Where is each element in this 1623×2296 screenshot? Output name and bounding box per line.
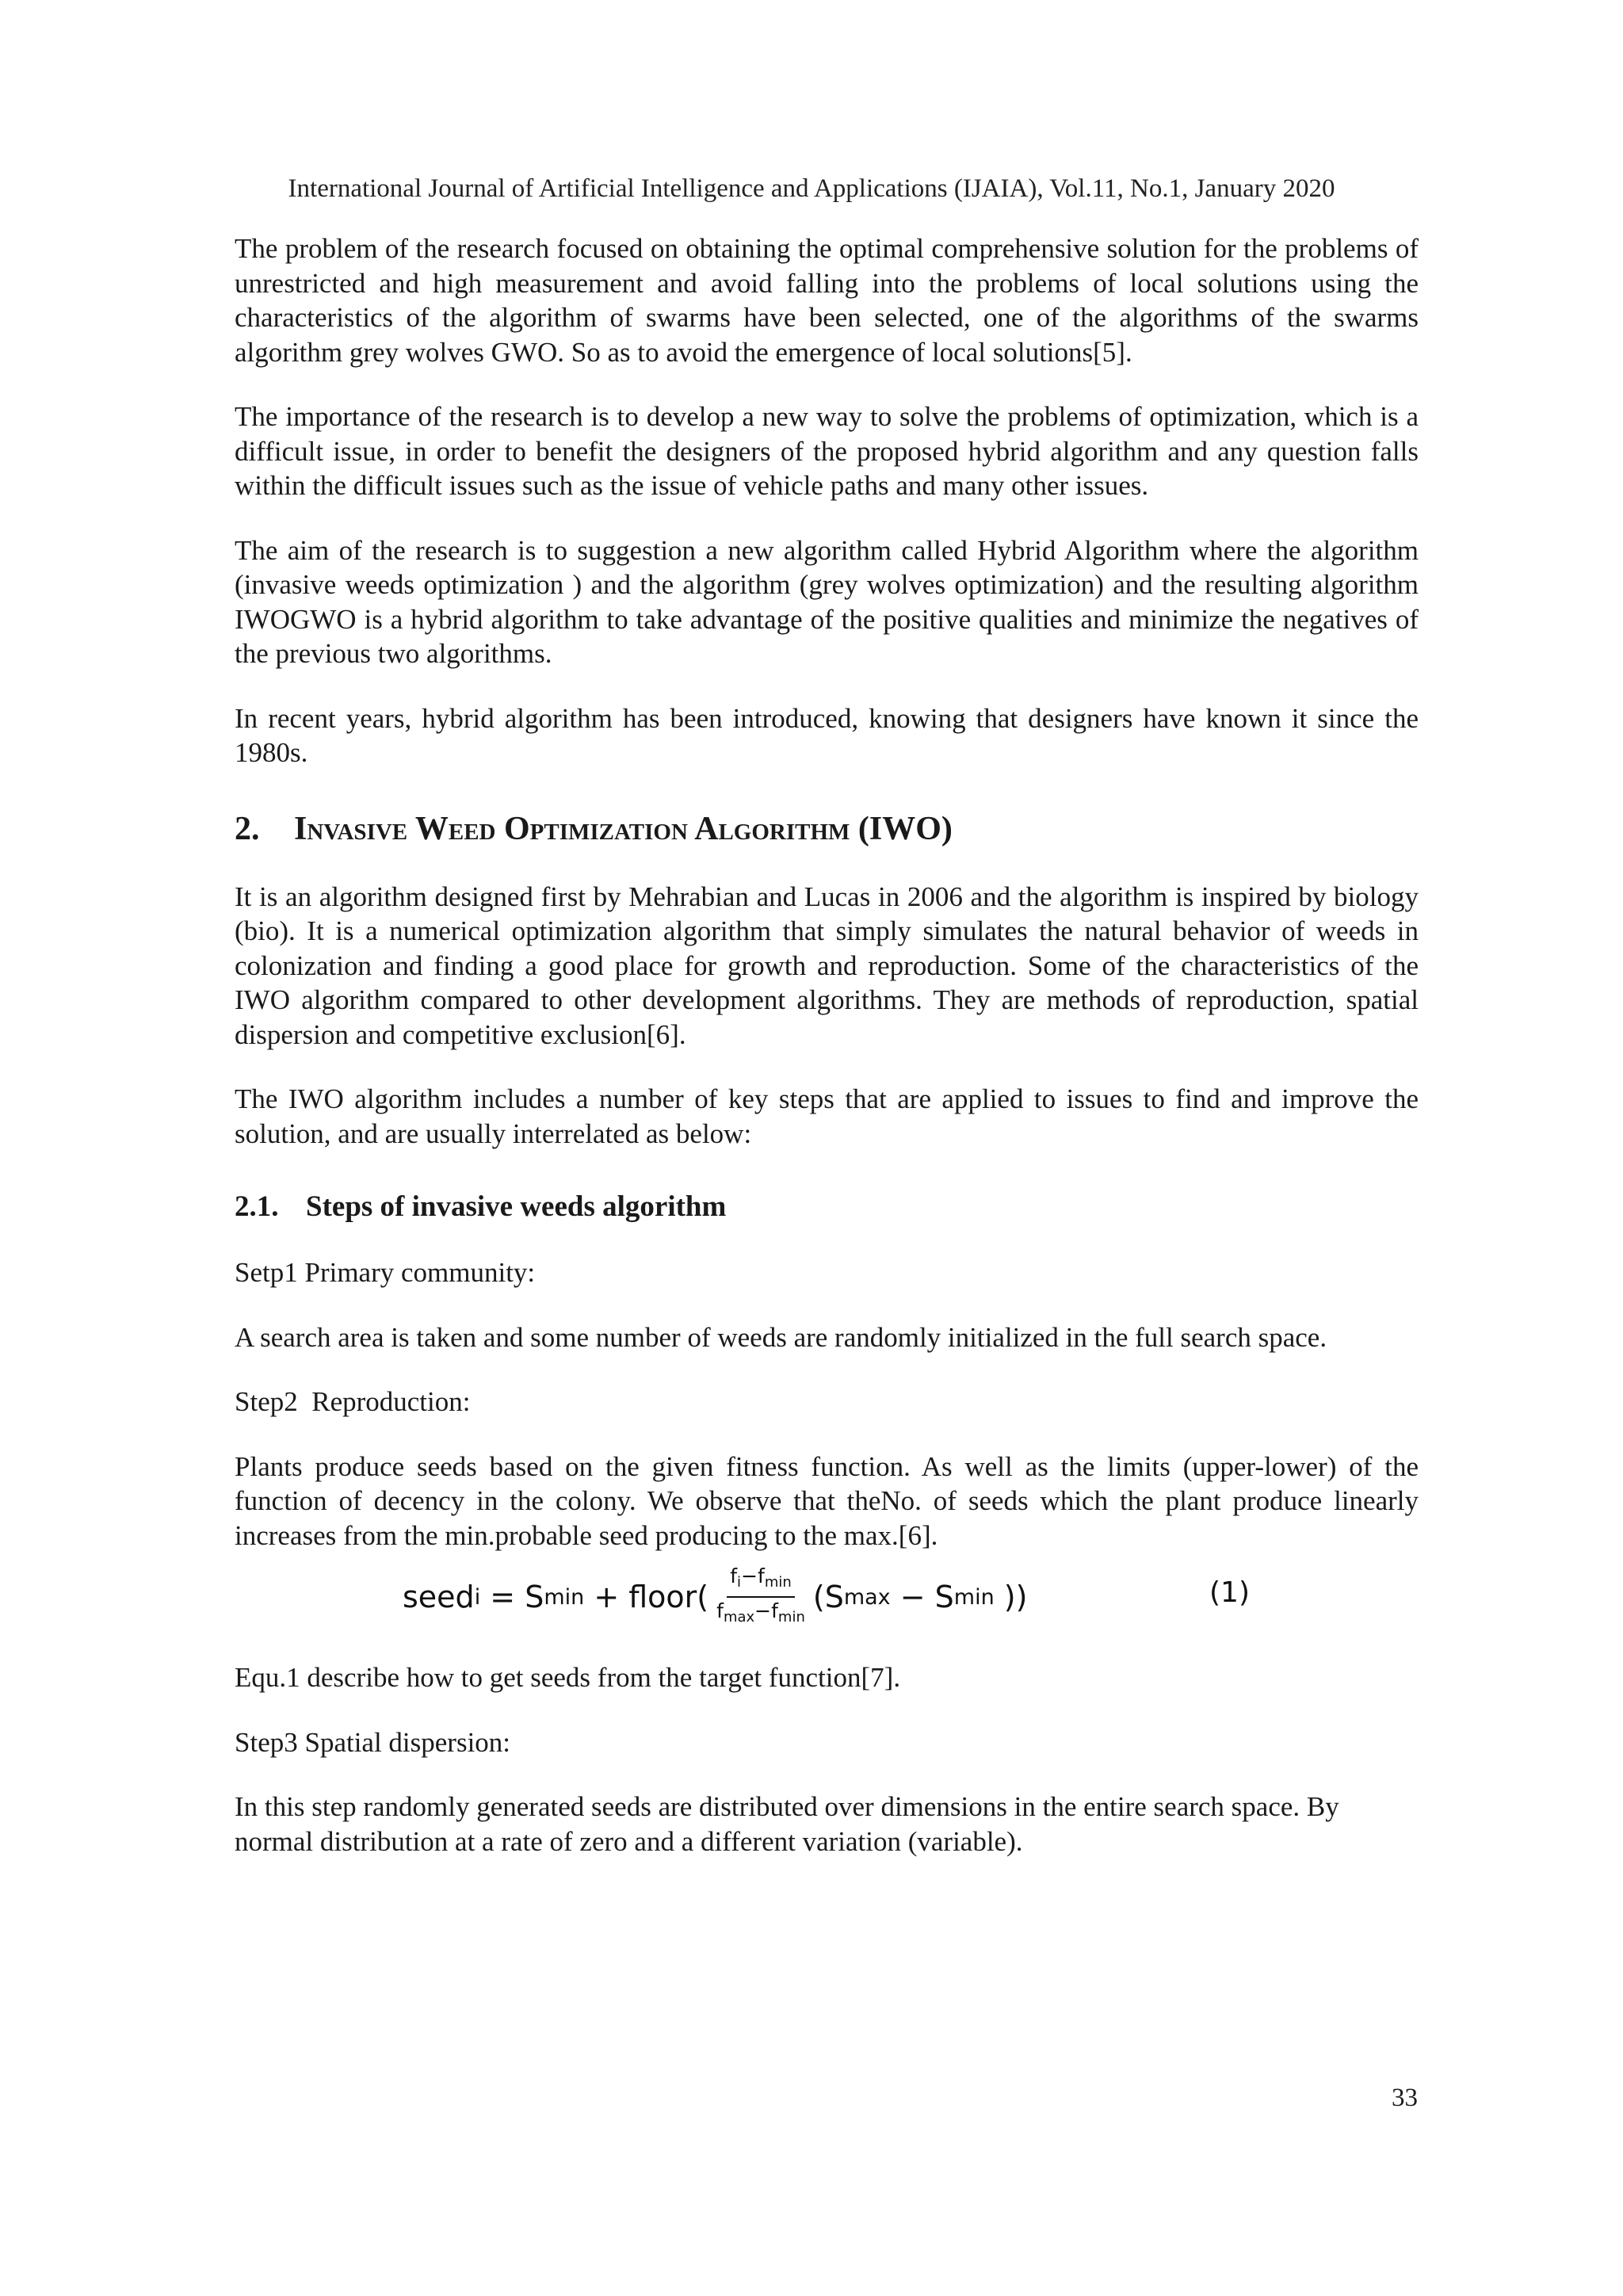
equation-number: (1) — [1209, 1576, 1250, 1609]
step1-label: Setp1 Primary community: — [235, 1257, 536, 1288]
eq-s-min2-sub: min — [953, 1584, 995, 1610]
paragraph-research-aim: The aim of the research is to suggestion a new algorithm called Hybrid Algorithm where the algorithm (invasive weeds optimization ) and the algorithm (grey wolves optimization) and the resulting algorithm IWOGWO is a hybrid algorithm to take advantage of the positive qualities and minimize the negatives of the previous two algorithms. — [235, 534, 1419, 669]
paragraph-step3: In this step randomly generated seeds are distributed over dimensions in the entire search space. By normal distribution at a rate of zero and a different variation (variable). — [235, 1791, 1339, 1857]
eq-equals: = — [480, 1580, 525, 1614]
eq-s-max-sub: max — [843, 1584, 891, 1610]
subsection-number: 2.1. — [235, 1190, 279, 1223]
eq-minus-s: − S — [890, 1580, 954, 1614]
eq-lhs-sub: i — [474, 1584, 481, 1610]
page-number: 33 — [1392, 2084, 1418, 2112]
eq-plus-floor: + floor( — [584, 1580, 709, 1614]
eq-paren-close: )) — [994, 1580, 1028, 1614]
subsection-heading-steps — [235, 1189, 1419, 1225]
eq-fraction — [713, 1564, 808, 1629]
eq-lhs: seed — [403, 1580, 475, 1614]
equation-seed-count — [235, 1553, 1419, 1640]
subsection-title: Steps of invasive weeds algorithm — [306, 1190, 727, 1223]
eq-paren-open: (S — [812, 1580, 844, 1614]
paragraph-step1: A search area is taken and some number of weeds are randomly initialized in the full search space. — [235, 1321, 1327, 1353]
section-abbrev: (IWO) — [857, 810, 953, 847]
section-number: 2. — [235, 810, 260, 847]
running-header: International Journal of Artificial Intelligence and Applications (IJAIA), Vol.11, No.1, January 2020 — [288, 174, 1335, 203]
step2-label: Step2 Reproduction: — [235, 1386, 471, 1417]
paragraph-research-importance: The importance of the research is to develop a new way to solve the problems of optimization, which is a difficult issue, in order to benefit the designers of the proposed hybrid algorithm and any question falls within the difficult issues such as the issue of vehicle paths and many other issues. — [235, 401, 1419, 501]
paragraph-iwo-intro: It is an algorithm designed first by Mehrabian and Lucas in 2006 and the algorithm is inspired by biology (bio). It is a numerical optimization algorithm that simply simulates the natural behavior of weeds in colonization and finding a good place for growth and reproduction. Some of the characteristics of the IWO algorithm compared to other development algorithms. They are methods of reproduction, spatial dispersion and competitive exclusion[6]. — [235, 881, 1419, 1050]
step3-label: Step3 Spatial dispersion: — [235, 1726, 511, 1758]
eq-fraction-denominator: $f_{max}-f_{min}$ — [716, 1599, 805, 1626]
paragraph-equation-description: Equ.1 describe how to get seeds from the target function[7]. — [235, 1662, 901, 1693]
eq-fraction-numerator: $f_i-f_{min}$ — [727, 1564, 795, 1598]
paragraph-hybrid-history: In recent years, hybrid algorithm has been introduced, knowing that designers have known it since the 1980s. — [235, 702, 1419, 768]
section-title: Invasive Weed Optimization Algorithm — [294, 810, 850, 847]
paragraph-research-problem: The problem of the research focused on obtaining the optimal comprehensive solution for the problems of unrestricted and high measurement and avoid falling into the problems of local solutions using the characteristics of the algorithm of swarms have been selected, one of the algorithms of the swarms algorithm grey wolves GWO. So as to avoid the emergence of local solutions[5]. — [235, 233, 1419, 368]
paragraph-iwo-steps-intro: The IWO algorithm includes a number of key steps that are applied to issues to find and improve the solution, and are usually interrelated as below: — [235, 1083, 1419, 1149]
equation-body — [403, 1559, 1027, 1635]
eq-s-min: S — [525, 1580, 544, 1614]
paragraph-step2: Plants produce seeds based on the given fitness function. As well as the limits (upper-lower) of the function of decency in the colony. We observe that theNo. of seeds which the plant produce linearly increases from the min.probable seed producing to the max.[6]. — [235, 1450, 1419, 1551]
section-heading-iwo — [235, 808, 1419, 850]
body-column — [235, 231, 1419, 1859]
eq-s-min-sub: min — [544, 1584, 585, 1610]
